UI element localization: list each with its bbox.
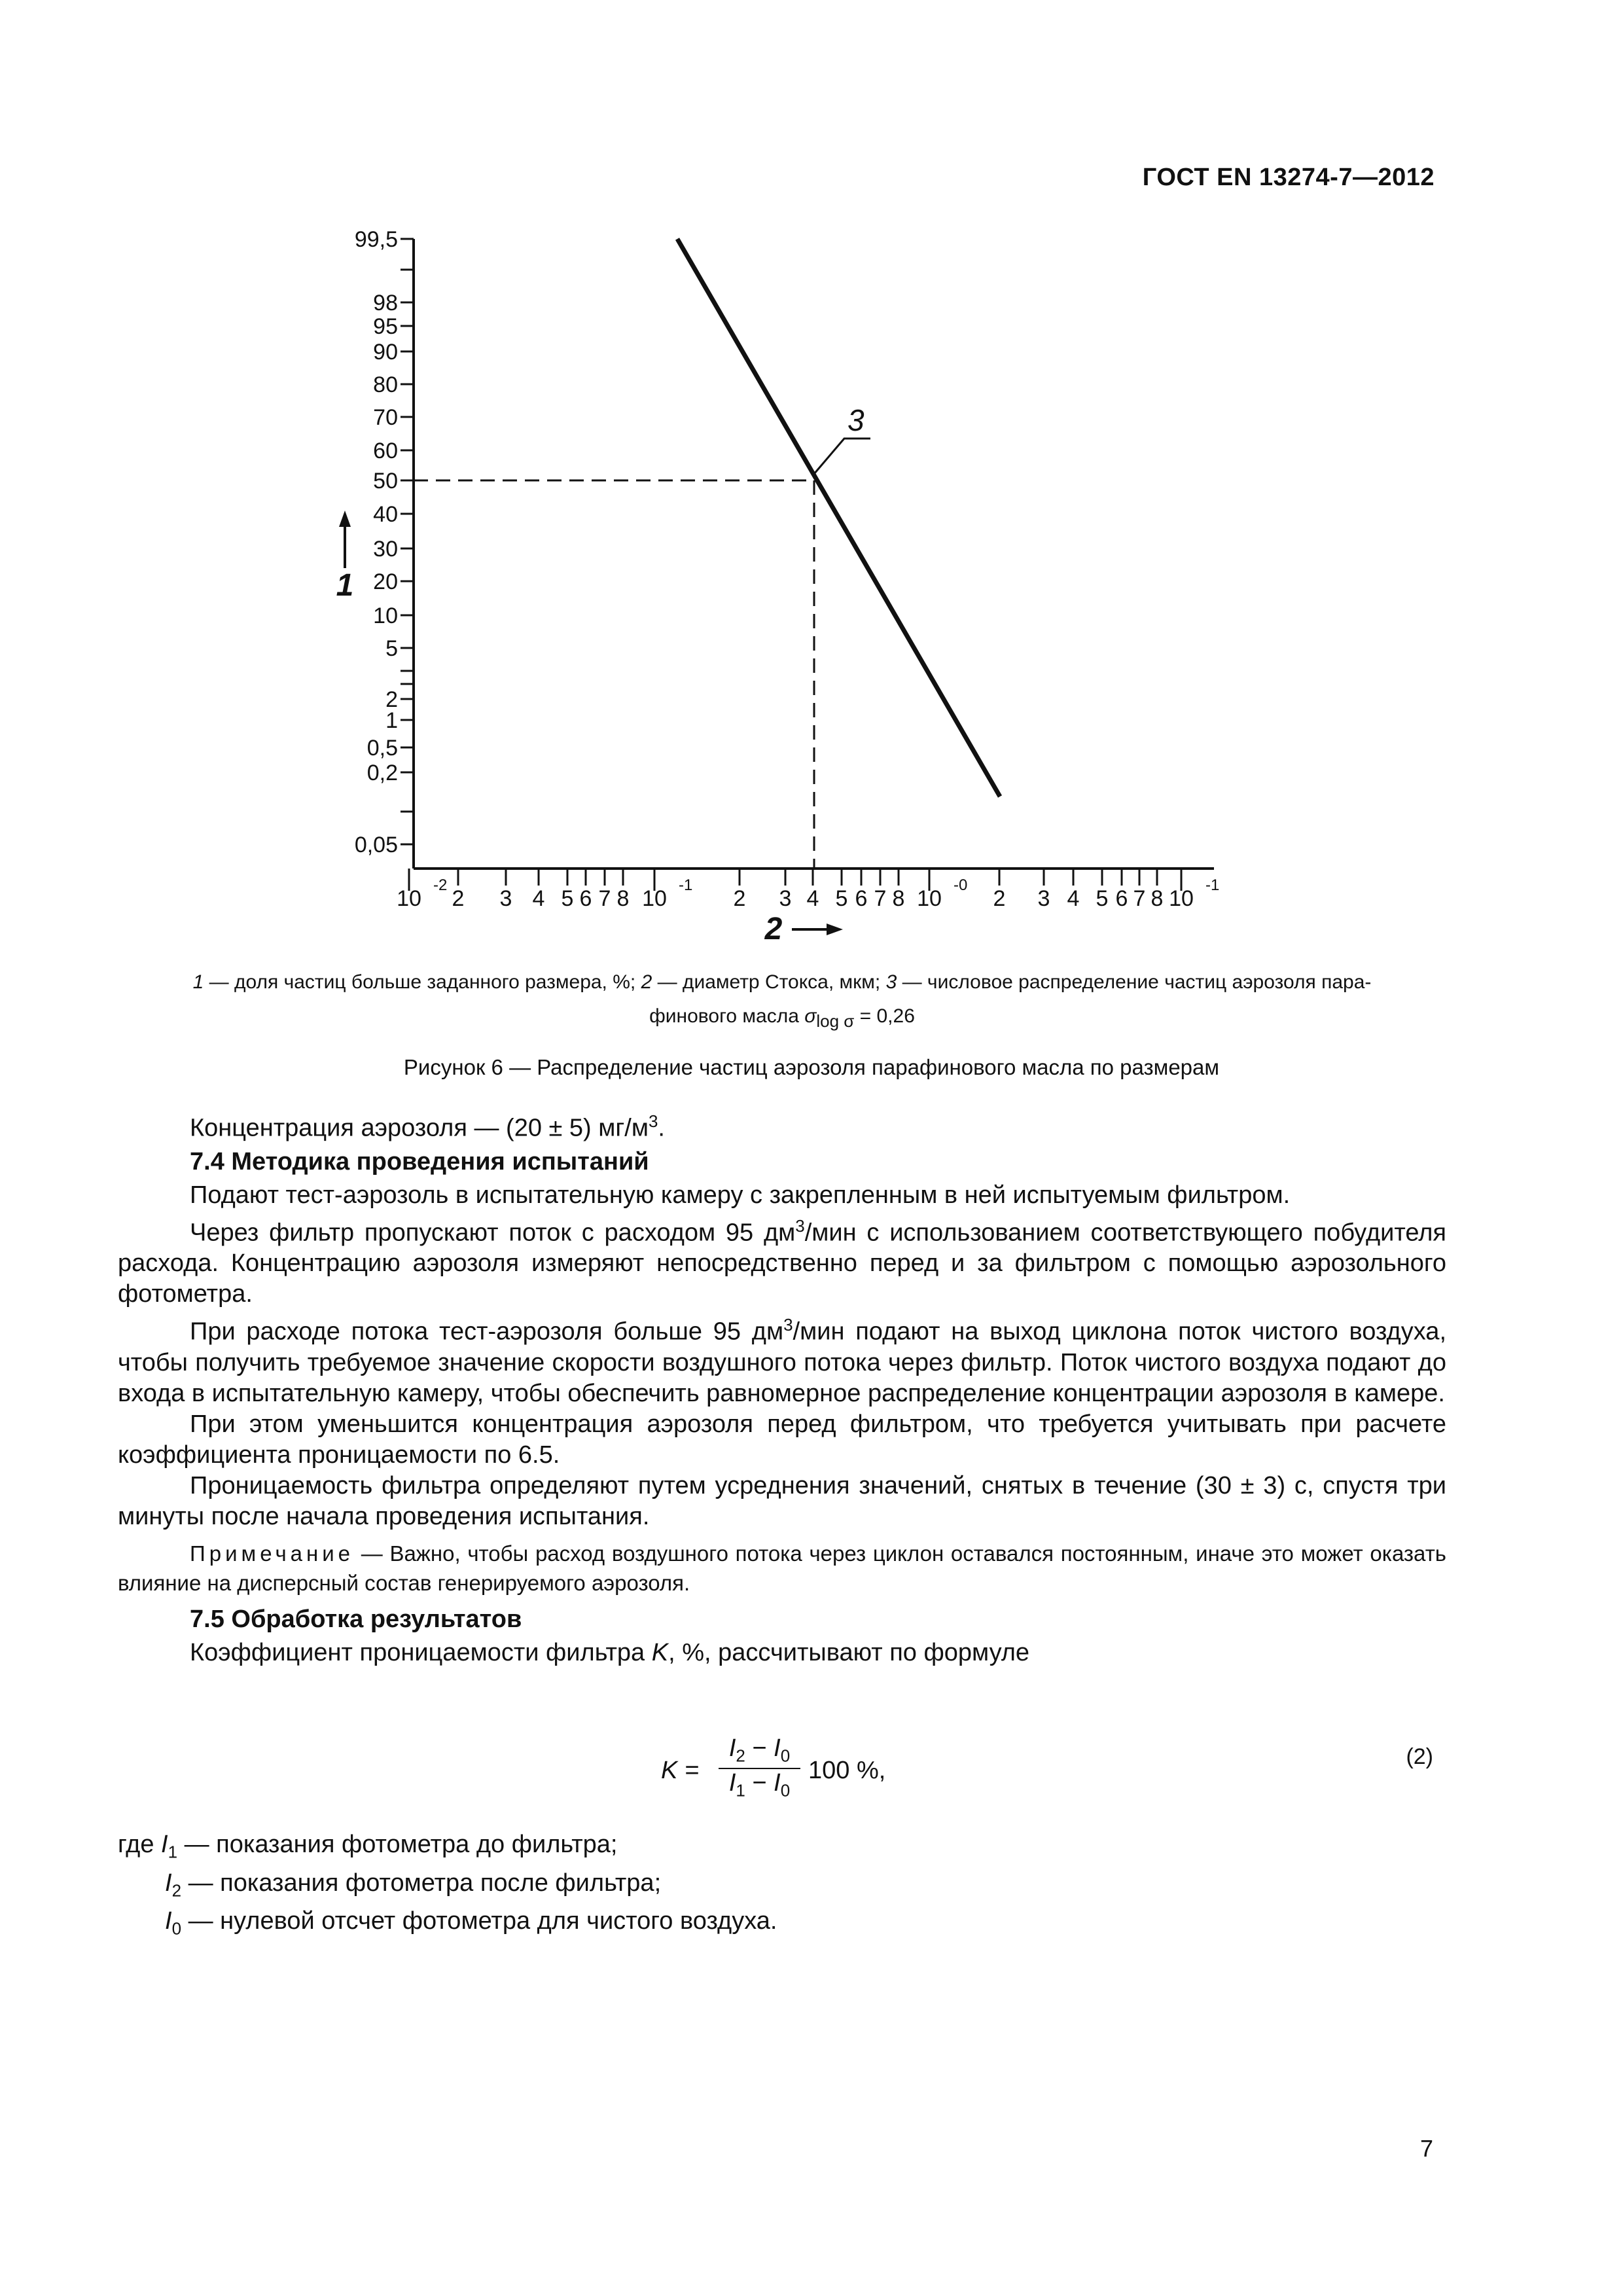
formula-denominator: $I_1 - I_0$: [728, 1768, 791, 1801]
y-tick-label: 2: [385, 687, 398, 712]
x-tick-label: 10: [917, 886, 942, 911]
formula-rhs: 100 %,: [808, 1757, 886, 1784]
y-tick-label: 0,2: [366, 761, 398, 785]
x-tick-label: 2: [993, 886, 1006, 911]
y-tick-label: 98: [373, 291, 398, 315]
x-tick-label: 2: [452, 886, 465, 911]
formula-block: [661, 1734, 988, 1813]
y-tick-label: 30: [373, 537, 398, 562]
formula-fraction: [719, 1734, 800, 1801]
y-tick-label: 80: [373, 372, 398, 397]
x-tick-label: 8: [616, 886, 630, 911]
document-code-header: ГОСТ EN 13274-7—2012: [1142, 164, 1435, 191]
x-tick-exponent: -1: [1205, 876, 1220, 894]
figure-caption: Рисунок 6 — Распределение частиц аэрозоля парафинового масла по размерам: [403, 1055, 1220, 1079]
section-7-5-heading: 7.5 Обработка результатов: [190, 1605, 522, 1633]
formula-lhs: K =: [661, 1757, 700, 1784]
x-tick-label: 6: [855, 886, 868, 911]
series-3-label: 3: [847, 403, 865, 437]
legend-item-3-text: — числовое распределение частиц аэрозоля пара-: [897, 971, 1372, 993]
legend-line2-text: финового масла: [649, 1005, 805, 1027]
paragraph-2: Через фильтр пропускают поток с расходом 95 $дм^3$/мин с использованием соответствующего побудителя расхода. Концентрацию аэрозоля измеряют непосредственно перед и за фильтром с помощью аэрозольного фотометра.: [118, 1215, 1446, 1308]
y-axis-ticks: [355, 227, 414, 857]
x-tick-label: 4: [1067, 886, 1080, 911]
x-tick-label: 3: [1037, 886, 1050, 911]
y-tick-label: 20: [373, 569, 398, 594]
particle-size-distribution-chart: [0, 0, 1623, 956]
note-label: Примечание: [190, 1541, 355, 1566]
x-tick-label: 6: [1115, 886, 1128, 911]
y-tick-label: 5: [385, 636, 398, 661]
x-tick-label: 2: [733, 886, 746, 911]
figure-legend: [118, 965, 1446, 1038]
y-tick-label: 50: [373, 469, 398, 493]
paragraph-6: Коэффициент проницаемости фильтра K, %, рассчитывают по формуле: [190, 1638, 1030, 1666]
y-axis-arrow-head: [339, 511, 351, 527]
x-tick-label: 5: [561, 886, 574, 911]
x-tick-label: 3: [779, 886, 792, 911]
paragraph-5: Проницаемость фильтра определяют путем усреднения значений, снятых в течение (30 ± 3) с, спустя три минуты после начала проведения испытания.: [118, 1471, 1446, 1530]
formula-numerator: $I_2 - I_0$: [719, 1734, 800, 1769]
x-tick-exponent: -2: [433, 876, 448, 894]
where-i1: где $I_1$ — показания фотометра до фильтра;: [118, 1831, 618, 1862]
x-tick-exponent: -1: [679, 876, 693, 894]
sigma-subscript: log σ: [816, 1011, 855, 1031]
axis-labels: [336, 511, 843, 946]
x-tick-label: 10: [1169, 886, 1194, 911]
y-tick-label: 60: [373, 439, 398, 463]
y-tick-label: 10: [373, 603, 398, 628]
y-tick-label: 95: [373, 314, 398, 339]
x-tick-label: 5: [1096, 886, 1109, 911]
formula-number: (2): [1406, 1744, 1433, 1769]
legend-item-1-number: 1: [192, 971, 204, 993]
y-tick-label: 0,05: [354, 833, 398, 857]
x-tick-label: 7: [874, 886, 887, 911]
x-tick-label: 7: [598, 886, 611, 911]
x-tick-label: 4: [532, 886, 545, 911]
x-tick-label: 3: [499, 886, 512, 911]
section-7-4-heading: 7.4 Методика проведения испытаний: [190, 1147, 649, 1175]
paragraph-4: При этом уменьшится концентрация аэрозоля перед фильтром, что требуется учитывать при расчете коэффициента проницаемости по 6.5.: [118, 1410, 1446, 1469]
x-tick-label: 4: [806, 886, 819, 911]
y-axis-label: 1: [336, 568, 354, 603]
paragraph-1: Подают тест-аэрозоль в испытательную камеру с закрепленным в ней испытуемым фильтром.: [190, 1181, 1291, 1209]
x-axis-arrow-head: [827, 924, 843, 935]
y-tick-label: 99,5: [354, 227, 398, 252]
body-text: [118, 1106, 1446, 1668]
concentration-line: Концентрация аэрозоля — (20 ± 5) $мг/м^3$.: [190, 1111, 665, 1142]
series-lines: [677, 239, 1000, 797]
legend-item-2-text: — диаметр Стокса, мкм;: [652, 971, 886, 993]
y-tick-label: 0,5: [366, 736, 398, 761]
x-tick-label: 7: [1133, 886, 1146, 911]
note-text: — Важно, чтобы расход воздушного потока через циклон оставался постоянным, иначе это может оказать влияние на дисперсный состав генерируемого аэрозоля.: [118, 1541, 1446, 1595]
x-axis-label: 2: [764, 912, 783, 946]
reference-lines: [414, 480, 814, 869]
x-axis-ticks: [397, 869, 1219, 911]
paragraph-3: При расходе потока тест-аэрозоля больше 95 $дм^3$/мин подают на выход циклона поток чистого воздуха, чтобы получить требуемое значение скорости воздушного потока через фильтр. Поток чистого воздуха подают до входа в испытательную камеру, чтобы обеспечить равномерное распределение концентрации аэрозоля в камере.: [118, 1315, 1446, 1407]
note: [118, 1539, 1446, 1598]
series-line-3: [677, 239, 1000, 797]
where-i2: $I_2$ — показания фотометра после фильтра;: [165, 1869, 662, 1901]
y-tick-label: 90: [373, 340, 398, 365]
sigma-symbol: σ: [804, 1005, 817, 1027]
x-tick-label: 10: [642, 886, 667, 911]
y-tick-label: 40: [373, 502, 398, 527]
legend-item-3-number: 3: [885, 971, 897, 993]
y-tick-label: 70: [373, 405, 398, 430]
x-tick-label: 5: [835, 886, 848, 911]
legend-item-1-text: — доля частиц больше заданного размера, %;: [204, 971, 641, 993]
page-number: 7: [1419, 2135, 1433, 2162]
x-tick-label: 6: [579, 886, 592, 911]
x-tick-label: 8: [1150, 886, 1164, 911]
x-tick-label: 8: [892, 886, 905, 911]
x-tick-exponent: -0: [954, 876, 968, 894]
where-block: [118, 1829, 777, 1945]
where-i0: $I_0$ — нулевой отсчет фотометра для чистого воздуха.: [165, 1907, 777, 1939]
y-tick-label: 1: [385, 708, 398, 733]
legend-item-2-number: 2: [641, 971, 652, 993]
x-tick-label: 10: [397, 886, 421, 911]
sigma-value: = 0,26: [854, 1005, 915, 1027]
series-3-leader: [814, 439, 870, 474]
